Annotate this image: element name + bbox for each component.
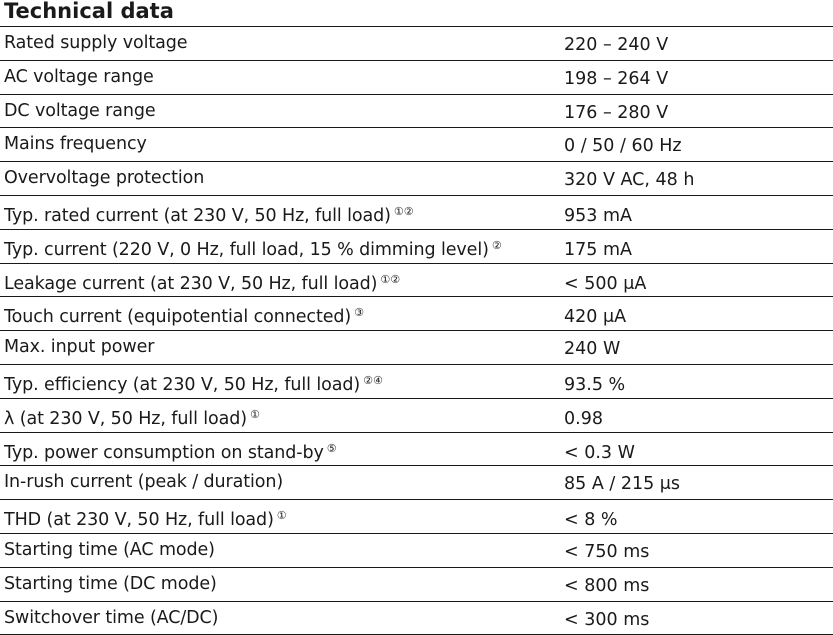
spec-value: 198 – 264 V <box>564 68 669 89</box>
table-row <box>0 162 833 196</box>
spec-label-text: Starting time (AC mode) <box>4 539 215 560</box>
spec-value: < 300 ms <box>564 609 650 630</box>
spec-table <box>0 27 833 635</box>
footnote-marker: ①② <box>393 204 414 218</box>
page-title: Technical data <box>4 0 174 23</box>
spec-value: 240 W <box>564 339 621 360</box>
spec-label-text: Max. input power <box>4 337 155 358</box>
spec-label <box>4 504 287 532</box>
spec-value: 176 – 280 V <box>564 102 669 123</box>
spec-label <box>4 369 383 397</box>
spec-label-text: Typ. efficiency (at 230 V, 50 Hz, full load) <box>4 374 361 395</box>
spec-label <box>4 31 187 55</box>
spec-label-text: Rated supply voltage <box>4 33 188 53</box>
table-row <box>0 568 833 602</box>
table-row <box>0 61 833 95</box>
spec-value: 0 / 50 / 60 Hz <box>564 136 682 157</box>
table-row <box>0 331 833 365</box>
footnote-marker: ③ <box>354 306 364 320</box>
spec-value: 85 A / 215 μs <box>564 474 681 495</box>
spec-label <box>4 99 156 123</box>
footnote-marker: ① <box>276 509 287 523</box>
table-row <box>0 264 833 298</box>
spec-value: < 500 μA <box>564 273 647 294</box>
spec-label <box>4 200 414 228</box>
footnote-marker: ② <box>491 238 502 252</box>
spec-label-text: Leakage current (at 230 V, 50 Hz, full load) <box>4 273 378 294</box>
spec-label <box>4 268 400 296</box>
spec-label-text: Touch current (equipotential connected) <box>4 307 352 328</box>
table-row <box>0 95 833 129</box>
spec-label <box>4 606 218 630</box>
spec-value: 0.98 <box>564 408 603 429</box>
table-row <box>0 27 833 61</box>
table-row <box>0 433 833 467</box>
table-row <box>0 534 833 568</box>
spec-value: 953 mA <box>564 205 632 226</box>
spec-label <box>4 403 260 431</box>
spec-value: 93.5 % <box>564 374 626 395</box>
spec-value: < 750 ms <box>564 541 650 562</box>
spec-label <box>4 470 283 494</box>
spec-label <box>4 65 154 89</box>
spec-label <box>4 437 337 465</box>
table-row <box>0 500 833 534</box>
spec-label <box>4 335 154 359</box>
title-bar <box>0 0 833 27</box>
spec-label-text: AC voltage range <box>4 66 154 87</box>
spec-label-text: λ (at 230 V, 50 Hz, full load) <box>4 408 248 429</box>
spec-label <box>4 234 502 262</box>
spec-label <box>4 572 217 596</box>
footnote-marker: ①② <box>380 272 401 286</box>
spec-label-text: Overvoltage protection <box>4 168 205 189</box>
footnote-marker: ① <box>250 407 260 421</box>
table-row <box>0 297 833 331</box>
spec-label-text: Mains frequency <box>4 134 147 155</box>
spec-label-text: Starting time (DC mode) <box>4 573 217 594</box>
spec-value: 320 V AC, 48 h <box>564 170 695 191</box>
spec-value: 420 μA <box>564 307 627 328</box>
spec-value: < 0.3 W <box>564 442 635 463</box>
table-row <box>0 602 833 635</box>
table-row <box>0 365 833 399</box>
spec-value: 220 – 240 V <box>564 35 669 55</box>
table-row <box>0 196 833 230</box>
spec-label-text: In-rush current (peak / duration) <box>4 472 284 493</box>
spec-value: < 800 ms <box>564 575 650 596</box>
spec-label <box>4 132 147 156</box>
table-row <box>0 230 833 264</box>
table-row <box>0 399 833 433</box>
spec-label-text: THD (at 230 V, 50 Hz, full load) <box>4 510 274 531</box>
spec-label <box>4 166 204 190</box>
spec-value: < 8 % <box>564 510 618 531</box>
spec-label-text: Switchover time (AC/DC) <box>4 607 219 628</box>
spec-label-text: Typ. rated current (at 230 V, 50 Hz, full load) <box>4 205 391 226</box>
footnote-marker: ⑤ <box>326 441 337 455</box>
spec-label <box>4 301 364 329</box>
spec-label-text: Typ. power consumption on stand-by <box>4 442 324 463</box>
spec-label <box>4 538 215 562</box>
footnote-marker: ②④ <box>363 373 383 387</box>
table-row <box>0 466 833 500</box>
spec-label-text: DC voltage range <box>4 100 156 121</box>
spec-value: 175 mA <box>564 239 632 260</box>
table-row <box>0 128 833 162</box>
spec-label-text: Typ. current (220 V, 0 Hz, full load, 15 % dimming level) <box>4 239 489 260</box>
